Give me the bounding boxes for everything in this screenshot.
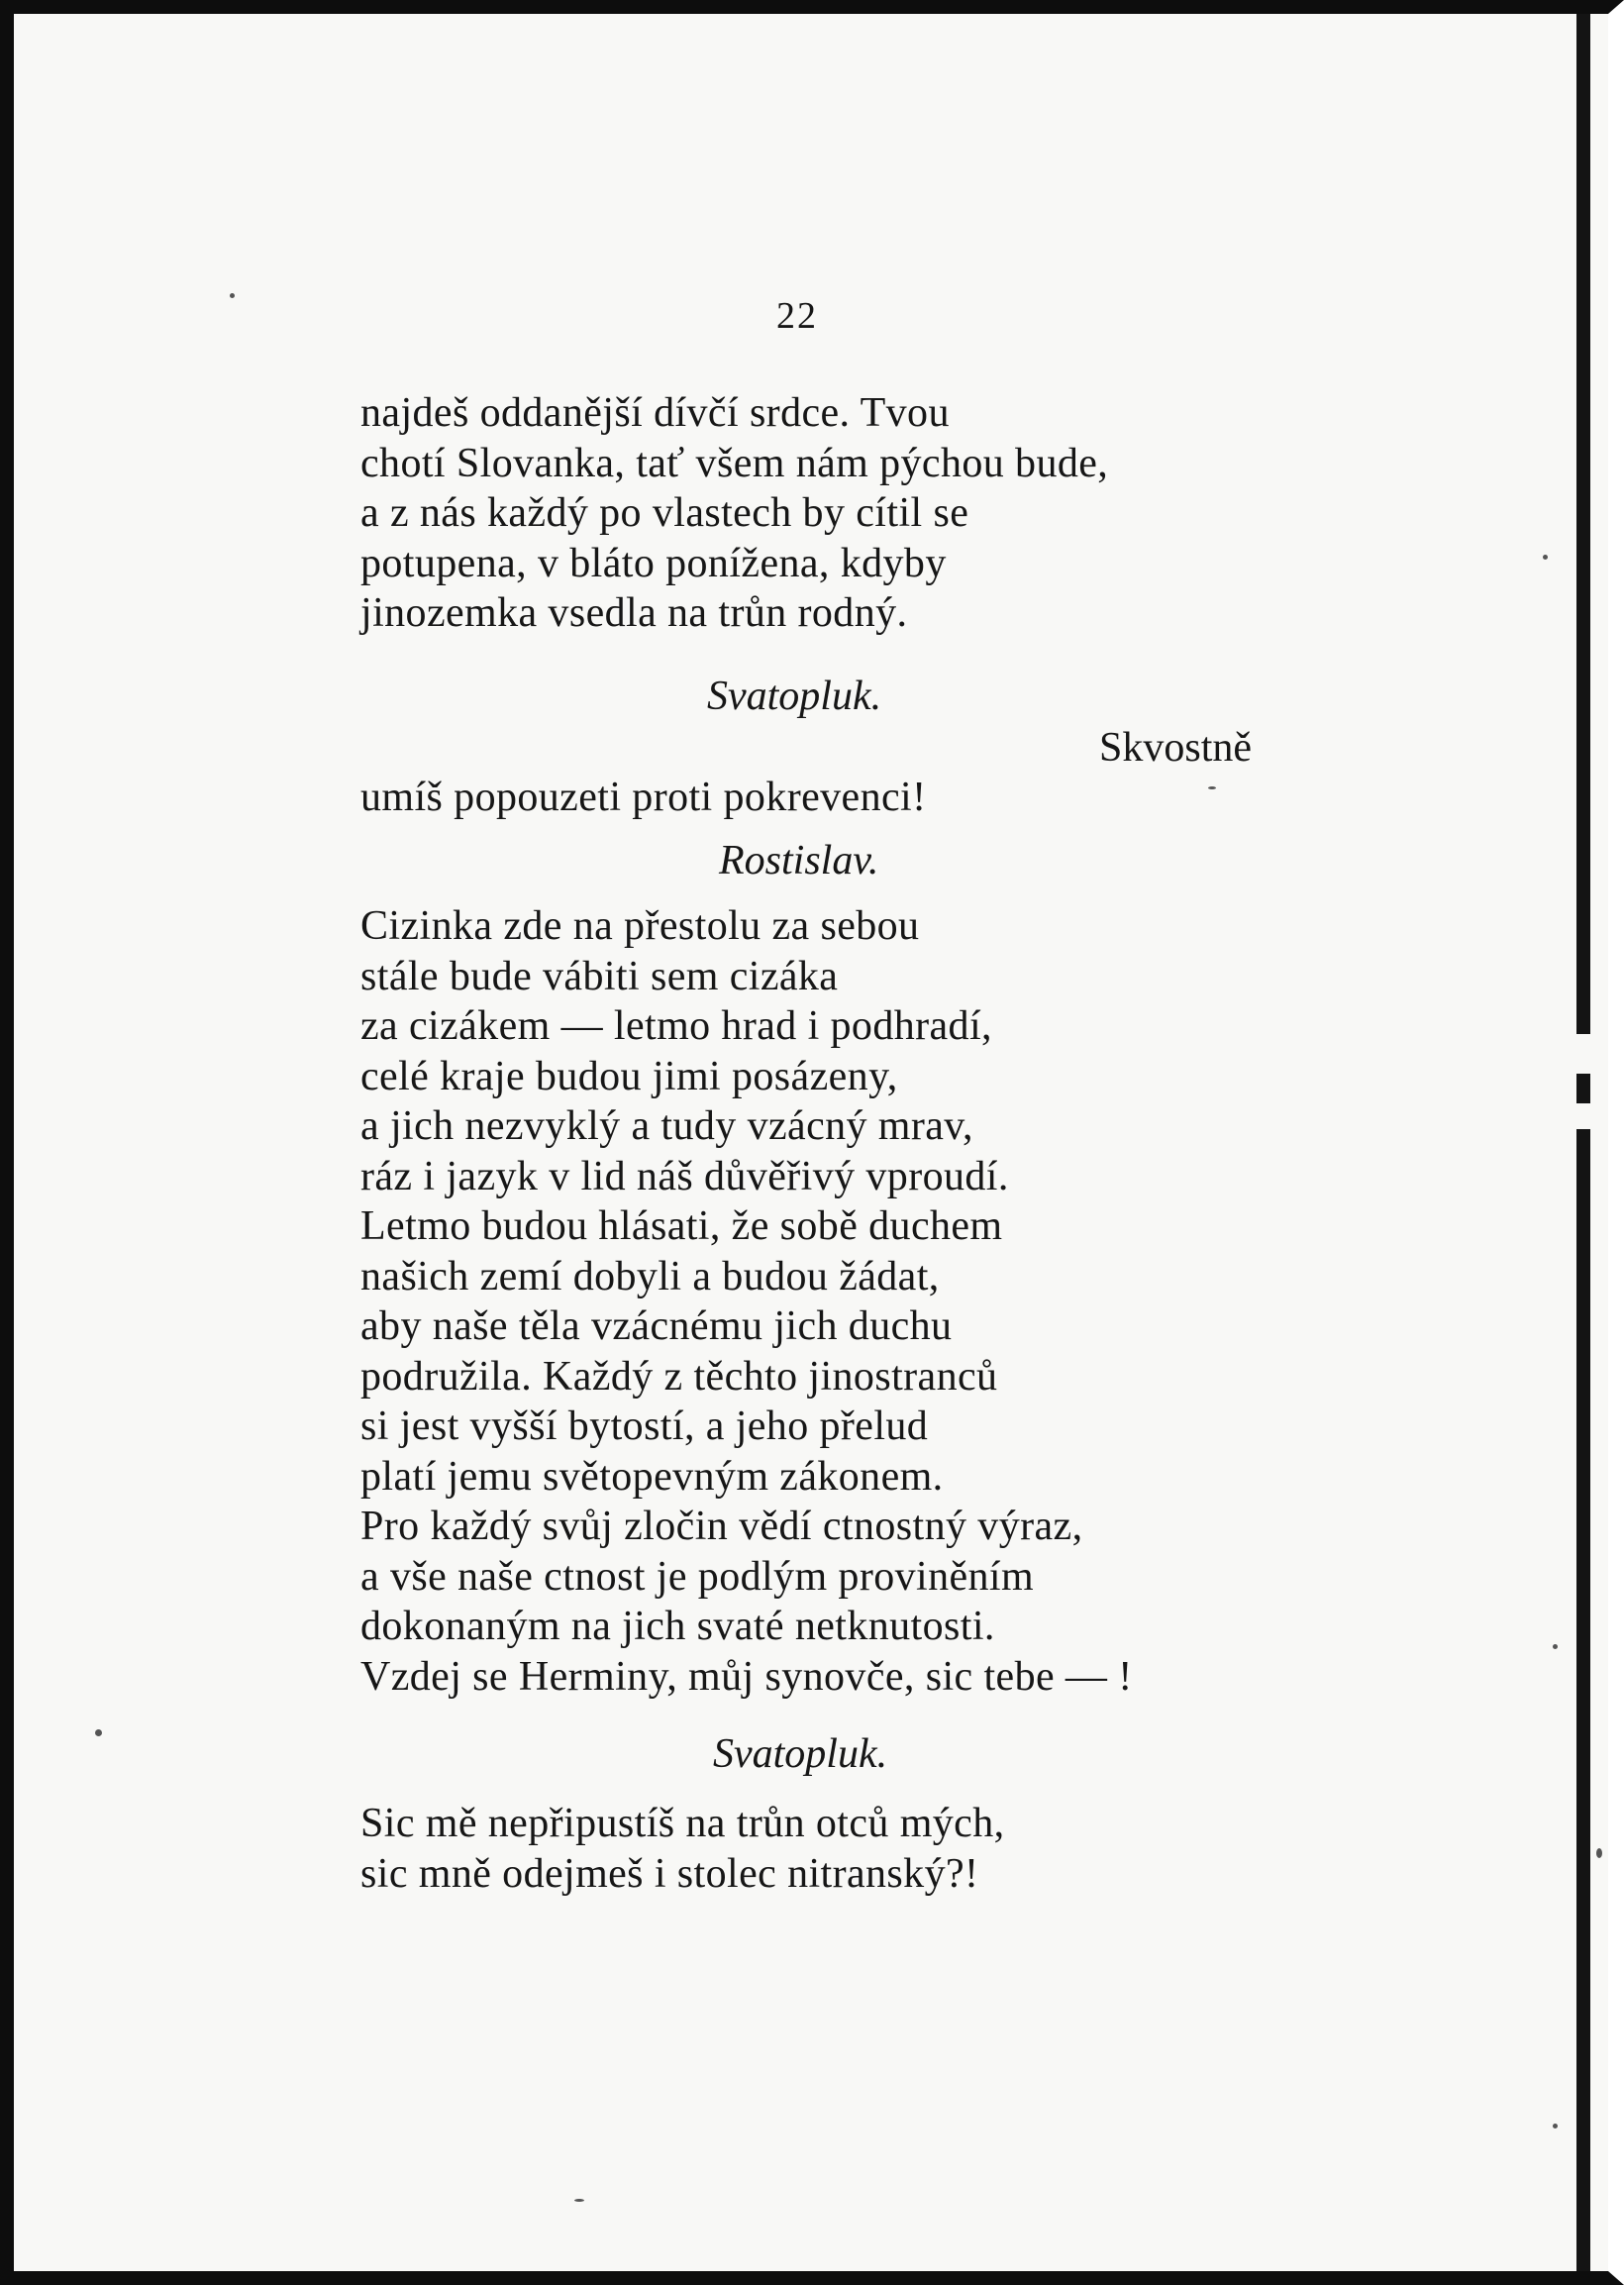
text-line: jinozemka vsedla na trůn rodný.	[360, 590, 908, 636]
paper-speck	[1543, 555, 1548, 560]
text-line: dokonaným na jich svaté netknutosti.	[360, 1604, 995, 1649]
text-line: ráz i jazyk v lid náš důvěřivý vproudí.	[360, 1153, 1009, 1199]
text-line: chotí Slovanka, tať všem nám pýchou bude,	[360, 440, 1109, 486]
paper-speck	[1553, 2124, 1558, 2129]
text-line: za cizákem — letmo hrad i podhradí,	[360, 1003, 992, 1049]
text-line: umíš popouzeti proti pokrevenci!	[360, 775, 927, 820]
text-line: najdeš oddanější dívčí srdce. Tvou	[360, 390, 950, 436]
text-line: celé kraje budou jimi posázeny,	[360, 1053, 898, 1099]
paper-speck	[230, 293, 235, 298]
text-line: a jich nezvyklý a tudy vzácný mrav,	[360, 1103, 973, 1149]
text-line: platí jemu světopevným zákonem.	[360, 1453, 944, 1500]
paper-speck	[1208, 786, 1216, 789]
stage-line-continuation: Skvostně	[1099, 725, 1253, 771]
speaker-name: Svatopluk.	[713, 1731, 888, 1777]
text-line: potupena, v bláto ponížena, kdyby	[360, 540, 947, 586]
text-line: si jest vyšší bytostí, a jeho přelud	[360, 1403, 929, 1449]
passage-2	[360, 773, 1311, 823]
text-line: Vzdej se Herminy, můj synovče, sic tebe — !	[360, 1653, 1133, 1700]
text-line: Letmo budou hlásati, že sobě duchem	[360, 1203, 1003, 1249]
paper-speck	[1596, 1848, 1602, 1858]
text-line: a vše naše ctnost je podlým proviněním	[360, 1553, 1035, 1600]
passage-1	[360, 388, 1311, 639]
paper-speck	[574, 2199, 584, 2202]
passage-3	[360, 901, 1311, 1702]
paper-speck	[1553, 1644, 1558, 1649]
text-line: našich zemí dobyli a budou žádat,	[360, 1253, 940, 1299]
speaker-name: Rostislav.	[719, 838, 879, 883]
text-line: Sic mě nepřipustíš na trůn otců mých,	[360, 1801, 1005, 1846]
page-text	[14, 14, 1608, 2271]
page-number: 22	[776, 295, 818, 337]
passage-4	[360, 1799, 1311, 1899]
paper-speck	[95, 1729, 102, 1736]
text-line: sic mně odejmeš i stolec nitranský?!	[360, 1850, 979, 1897]
text-line: Cizinka zde na přestolu za sebou	[360, 903, 920, 949]
speaker-name: Svatopluk.	[707, 674, 882, 719]
text-line: a z nás každý po vlastech by cítil se	[360, 490, 969, 536]
text-line: podružila. Každý z těchto jinostranců	[360, 1353, 998, 1400]
text-line: aby naše těla vzácnému jich duchu	[360, 1303, 953, 1349]
text-line: Pro každý svůj zločin vědí ctnostný výraz,	[360, 1504, 1083, 1549]
text-line: stále bude vábiti sem cizáka	[360, 953, 839, 999]
